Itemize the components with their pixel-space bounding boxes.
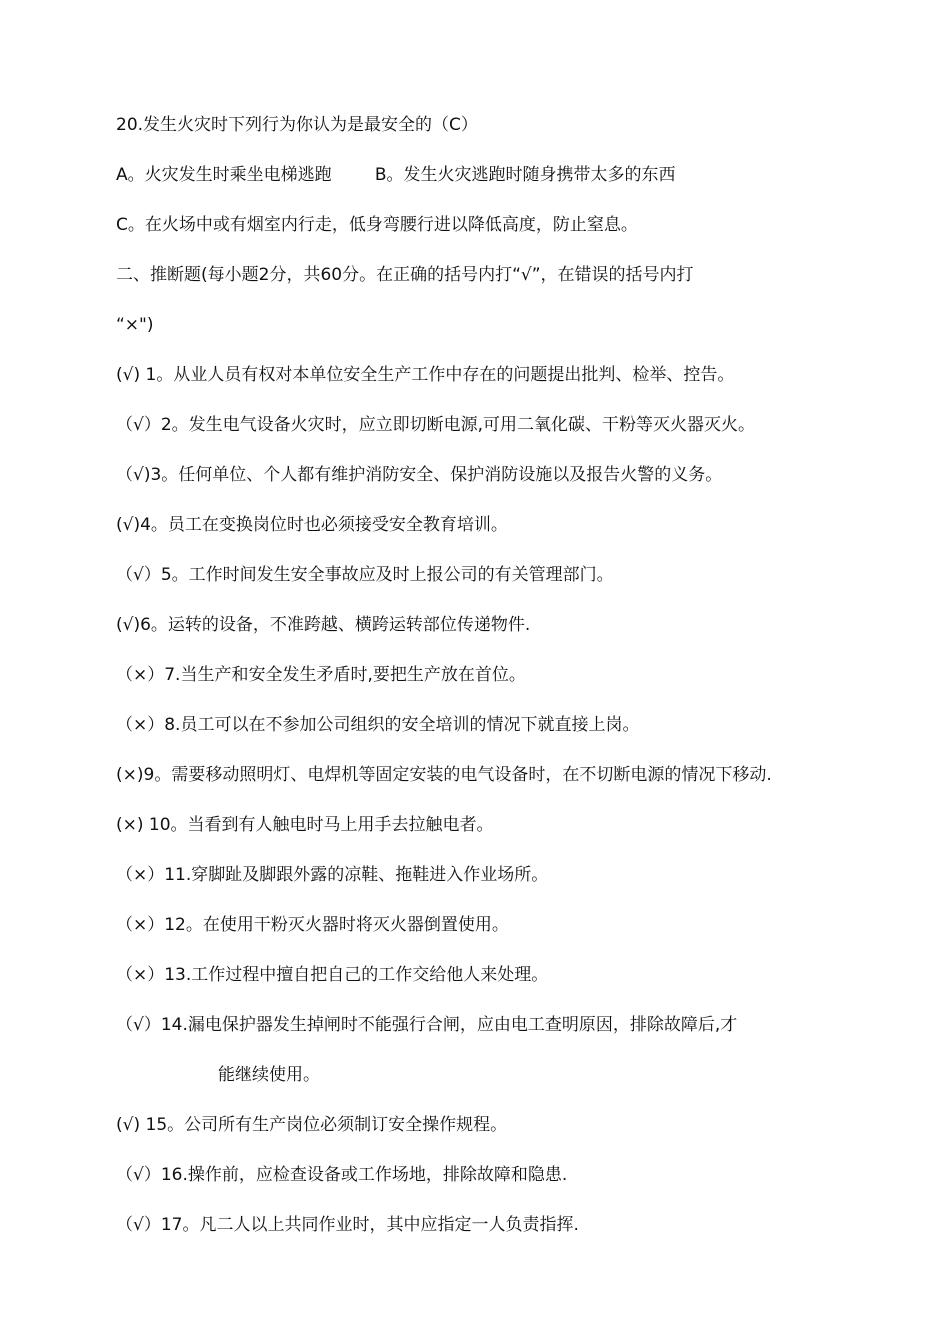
section-heading-continued: “×") <box>116 315 154 335</box>
judgment-item-6: (√)6。运转的设备，不准跨越、横跨运转部位传递物件. <box>116 615 531 635</box>
judgment-item-15: (√) 15。公司所有生产岗位必须制订安全操作规程。 <box>116 1115 508 1135</box>
judgment-item-12: （×）12。在使用干粉灭火器时将灭火器倒置使用。 <box>116 915 509 935</box>
question-20-text: 20.发生火灾时下列行为你认为是最安全的（C） <box>116 115 478 135</box>
judgment-item-16: （√）16.操作前，应检查设备或工作场地，排除故障和隐患. <box>116 1165 568 1185</box>
judgment-item-14: （√）14.漏电保护器发生掉闸时不能强行合闸，应由电工查明原因，排除故障后,才 <box>116 1015 738 1035</box>
judgment-item-1: (√) 1。从业人员有权对本单位安全生产工作中存在的问题提出批判、检举、控告。 <box>116 365 735 385</box>
judgment-item-14-continued: 能继续使用。 <box>218 1065 320 1085</box>
question-20-options-a-b: A。火灾发生时乘坐电梯逃跑 B。发生火灾逃跑时随身携带太多的东西 <box>116 165 676 185</box>
judgment-item-9: (×)9。需要移动照明灯、电焊机等固定安装的电气设备时，在不切断电源的情况下移动. <box>116 765 772 785</box>
judgment-item-4: (√)4。员工在变换岗位时也必须接受安全教育培训。 <box>116 515 508 535</box>
question-20-option-c: C。在火场中或有烟室内行走，低身弯腰行进以降低高度，防止窒息。 <box>116 215 638 235</box>
judgment-item-7: （×）7.当生产和安全发生矛盾时,要把生产放在首位。 <box>116 665 526 685</box>
judgment-item-11: （×）11.穿脚趾及脚跟外露的凉鞋、拖鞋进入作业场所。 <box>116 865 549 885</box>
judgment-item-2: （√）2。发生电气设备火灾时，应立即切断电源,可用二氧化碳、干粉等灭火器灭火。 <box>116 415 756 435</box>
section-heading: 二、推断题(每小题2分，共60分。在正确的括号内打“√”，在错误的括号内打 <box>116 265 694 285</box>
judgment-item-5: （√）5。工作时间发生安全事故应及时上报公司的有关管理部门。 <box>116 565 614 585</box>
judgment-item-13: （×）13.工作过程中擅自把自己的工作交给他人来处理。 <box>116 965 549 985</box>
judgment-item-17: （√）17。凡二人以上共同作业时，其中应指定一人负责指挥. <box>116 1215 579 1235</box>
judgment-item-10: (×) 10。当看到有人触电时马上用手去拉触电者。 <box>116 815 494 835</box>
judgment-item-8: （×）8.员工可以在不参加公司组织的安全培训的情况下就直接上岗。 <box>116 715 640 735</box>
judgment-item-3: （√)3。任何单位、个人都有维护消防安全、保护消防设施以及报告火警的义务。 <box>116 465 723 485</box>
